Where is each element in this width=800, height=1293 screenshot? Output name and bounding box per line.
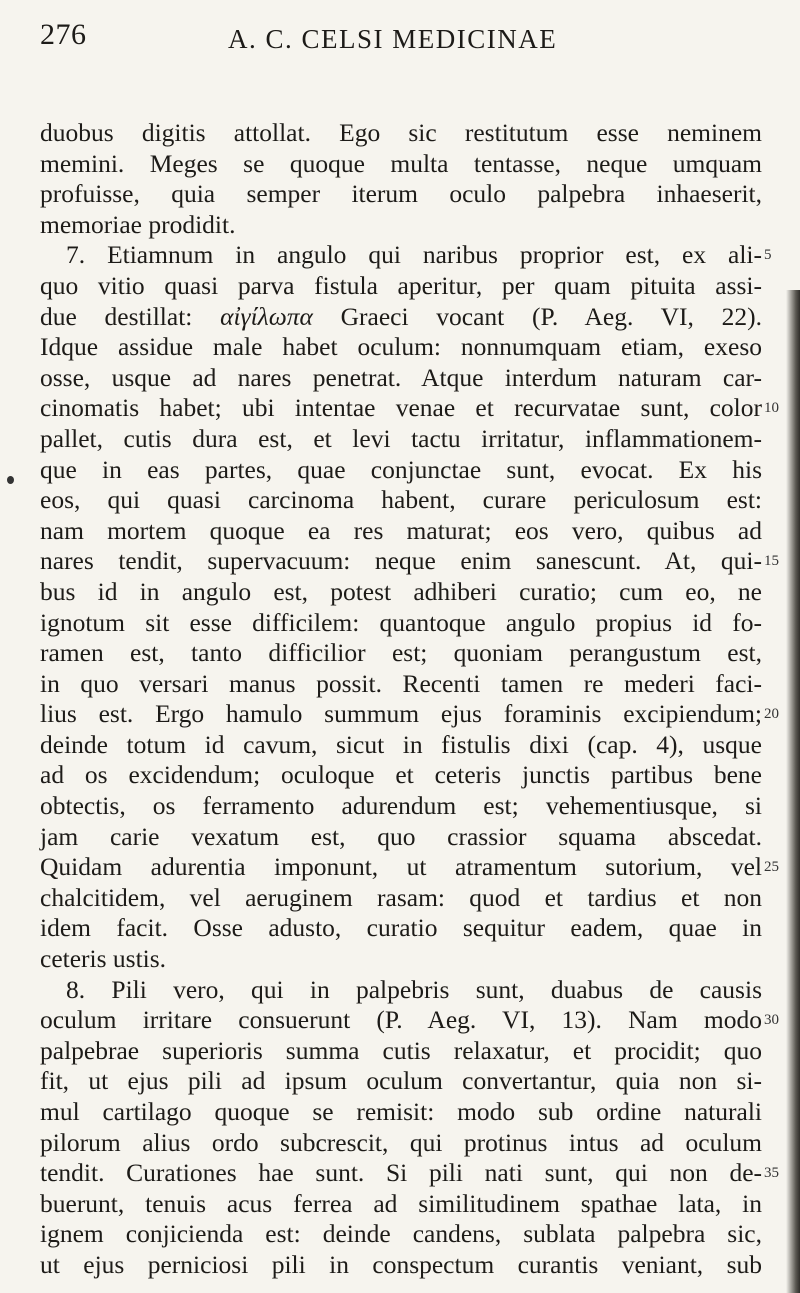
text-line: 7. Etiamnum in angulo qui naribus proprior est, ex ali- 5 (66, 240, 772, 270)
body-text (40, 118, 779, 1281)
text-line: nares tendit, supervacuum: neque enim sanescunt. At, qui- 15 (40, 546, 779, 576)
text-line: pilorum alius ordo subcrescit, qui protinus intus ad oculum (40, 1127, 762, 1157)
text-line: nam mortem quoque ea res maturat; eos vero, quibus ad (40, 515, 762, 545)
text-line: 8. Pili vero, qui in palpebris sunt, duabus de causis (66, 974, 762, 1004)
running-head: A. C. CELSI MEDICINAE (228, 24, 558, 54)
text-line: tendit. Curationes hae sunt. Si pili nati sunt, qui non de- 35 (40, 1158, 779, 1188)
margin-dot (7, 476, 14, 484)
text-line: ad os excidendum; oculoque et ceteris junctis partibus bene (40, 760, 762, 790)
text-line: oculum irritare consuerunt (P. Aeg. VI, 13). Nam modo 30 (40, 1005, 779, 1035)
page-number: 276 (40, 18, 87, 51)
text-line: quo vitio quasi parva fistula aperitur, per quam pituita assi- (40, 270, 762, 300)
text-line: deinde totum id cavum, sicut in fistulis dixi (cap. 4), usque (40, 729, 762, 759)
text-line: pallet, cutis dura est, et levi tactu irritatur, inflammationem- (40, 423, 762, 453)
text-line: Idque assidue male habet oculum: nonnumquam etiam, exeso (40, 332, 762, 362)
text-line: ignotum sit esse difficilem: quantoque angulo propius id fo- (40, 607, 762, 637)
line-number: 15 (764, 553, 779, 570)
text-line: Quidam adurentia imponunt, ut atramentum sutorium, vel 25 (40, 852, 779, 882)
text-line: in quo versari manus possit. Recenti tamen re mederi faci- (40, 668, 762, 698)
line-number: 35 (764, 1165, 779, 1182)
greek-term: αἰγίλωπα (220, 301, 313, 331)
text-line: idem facit. Osse adusto, curatio sequitur eadem, quae in (40, 913, 762, 943)
text-line: jam carie vexatum est, quo crassior squama abscedat. (40, 821, 762, 851)
text-line: eos, qui quasi carcinoma habent, curare periculosum est: (40, 485, 762, 515)
text-line: ceteris ustis. (40, 944, 167, 974)
text-line: obtectis, os ferramento adurendum est; vehementiusque, si (40, 791, 762, 821)
text-line: ignem conjicienda est: deinde candens, sublata palpebra sic, (40, 1219, 762, 1249)
text-line: profuisse, quia semper iterum oculo palpebra inhaeserit, (40, 179, 762, 209)
text-line: ramen est, tanto difficilior est; quoniam perangustum est, (40, 638, 762, 668)
page-edge-shadow (786, 290, 800, 1293)
text-line: due destillat: αἰγίλωπα Graeci vocant (P. Aeg. VI, 22). (40, 301, 762, 331)
text-line: cinomatis habet; ubi intentae venae et recurvatae sunt, color 10 (40, 393, 779, 423)
text-line: buerunt, tenuis acus ferrea ad similitudinem spathae lata, in (40, 1188, 762, 1218)
text-line: osse, usque ad nares penetrat. Atque interdum naturam car- (40, 362, 762, 392)
text-line: ut ejus perniciosi pili in conspectum curantis veniant, sub (40, 1249, 762, 1279)
line-number: 25 (764, 859, 779, 876)
line-number: 5 (764, 247, 772, 264)
text-line: memoriae prodidit. (40, 209, 236, 239)
text-line: memini. Meges se quoque multa tentasse, neque umquam (40, 148, 762, 178)
line-number: 20 (764, 706, 779, 723)
text-line: lius est. Ergo hamulo summum ejus foraminis excipiendum; 20 (40, 699, 779, 729)
text-line: que in eas partes, quae conjunctae sunt, evocat. Ex his (40, 454, 762, 484)
text-line: chalcitidem, vel aeruginem rasam: quod et tardius et non (40, 882, 762, 912)
text-line: duobus digitis attollat. Ego sic restitutum esse neminem (40, 118, 762, 147)
text-line: fit, ut ejus pili ad ipsum oculum convertantur, quia non si- (40, 1066, 762, 1096)
text-line: palpebrae superioris summa cutis relaxatur, et procidit; quo (40, 1035, 762, 1065)
text-line: bus id in angulo est, potest adhiberi curatio; cum eo, ne (40, 576, 762, 606)
line-number: 30 (764, 1012, 779, 1029)
text-line: mul cartilago quoque se remisit: modo sub ordine naturali (40, 1097, 762, 1126)
line-number: 10 (764, 400, 779, 417)
